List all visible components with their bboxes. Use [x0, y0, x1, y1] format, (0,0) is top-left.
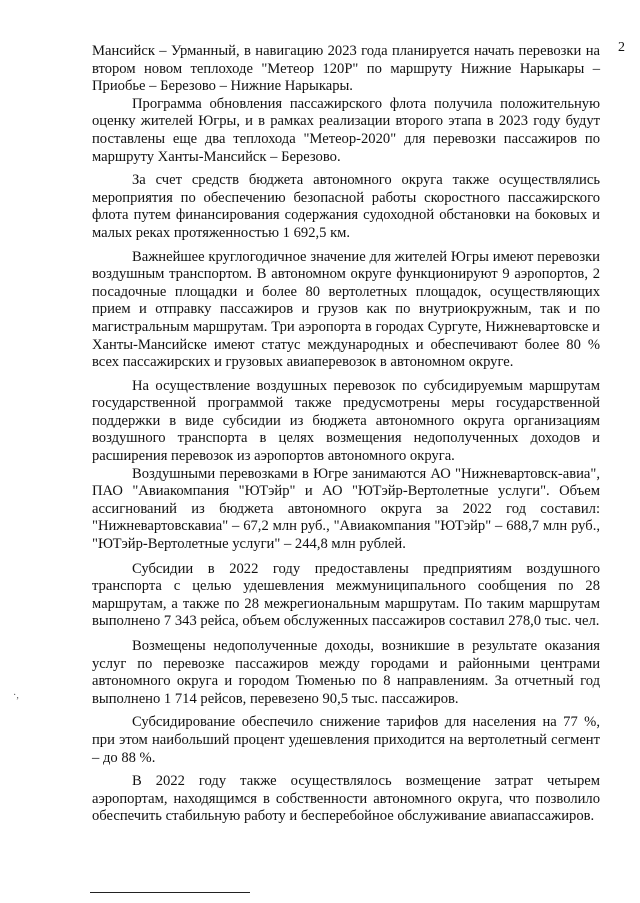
paragraph-river-transport-continued: Мансийск – Урманный, в навигацию 2023 года планируется начать перевозки на втором новом теплоходе "Метеор 120Р" по маршруту Нижние Нарыкары – Приобье – Березово – Нижние Нарыкары. — [92, 43, 600, 95]
paragraph-air-carriers: Воздушными перевозками в Югре занимаются АО "Нижневартовск-авиа", ПАО "Авиакомпания "ЮТэйр" и АО "ЮТэйр-Вертолетные услуги". Объем ассигнований из бюджета автономного округа за 2022 год составил: "Нижневартовскавиа" – 67,2 млн руб., "Авиакомпания "ЮТэйр" – 688,7 млн руб., "ЮТэйр-Вертолетные услуги" – 244,8 млн рублей. — [92, 465, 600, 553]
paragraph-fleet-renewal: Программа обновления пассажирского флота получила положительную оценку жителей Югры, и в рамках реализации второго этапа в 2023 году будут поставлены еще два теплохода "Метеор-2020" для перевозки пассажиров по маршруту Ханты-Мансийск – Березово. — [92, 95, 600, 165]
paragraph-air-transport: Важнейшее круглогодичное значение для жителей Югры имеют перевозки воздушным транспортом. В автономном округе функционируют 9 аэропортов, 2 посадочные площадки и более 80 вертолетных площадок, осуществляющих прием и отправку пассажиров и грузов как по внутриокружным, так и по магистральным маршрутам. Три аэропорта в городах Сургуте, Нижневартовске и Ханты-Мансийске имеют статус международных и обеспечивают более 80 % всех пассажирских и грузовых авиаперевозок в автономном округе. — [92, 248, 600, 371]
page-number: 2 — [618, 40, 625, 55]
paragraph-navigation-safety: За счет средств бюджета автономного округа также осуществлялись мероприятия по обеспечению безопасной работы скоростного пассажирского флота путем финансирования содержания судоходной обстановки на боковых и малых реках протяженностью 1 692,5 км. — [92, 172, 600, 241]
margin-mark: ·, — [13, 690, 19, 701]
paragraph-airport-compensation: В 2022 году также осуществлялось возмещение затрат четырем аэропортам, находящимся в собственности автономного округа, что позволило обеспечить стабильную работу и бесперебойное обслуживание авиапассажиров. — [92, 773, 600, 825]
paragraph-subsidy-routes: Субсидии в 2022 году предоставлены предприятиям воздушного транспорта с целью удешевления межмуниципального сообщения по 28 маршрутам, а также по 28 межрегиональным маршрутам. По таким маршрутам выполнено 7 343 рейса, объем обслуженных пассажиров составил 278,0 тыс. чел. — [92, 560, 600, 630]
paragraph-lost-income-compensation: Возмещены недополученные доходы, возникшие в результате оказания услуг по перевозке пассажиров между городами и районными центрами автономного округа и городом Тюменью по 8 направлениям. За отчетный год выполнено 1 714 рейсов, перевезено 90,5 тыс. пассажиров. — [92, 638, 600, 707]
document-body — [92, 43, 600, 826]
paragraph-air-subsidies: На осуществление воздушных перевозок по субсидируемым маршрутам государственной программой также предусмотрены меры государственной поддержки в виде субсидии из бюджета автономного округа организациям воздушного транспорта в целях возмещения недополученных доходов и расширения перевозок из аэропортов автономного округа. — [92, 377, 600, 465]
footnote-divider — [90, 892, 250, 893]
paragraph-tariff-reduction: Субсидирование обеспечило снижение тарифов для населения на 77 %, при этом наибольший процент удешевления приходится на вертолетный сегмент – до 88 %. — [92, 714, 600, 766]
